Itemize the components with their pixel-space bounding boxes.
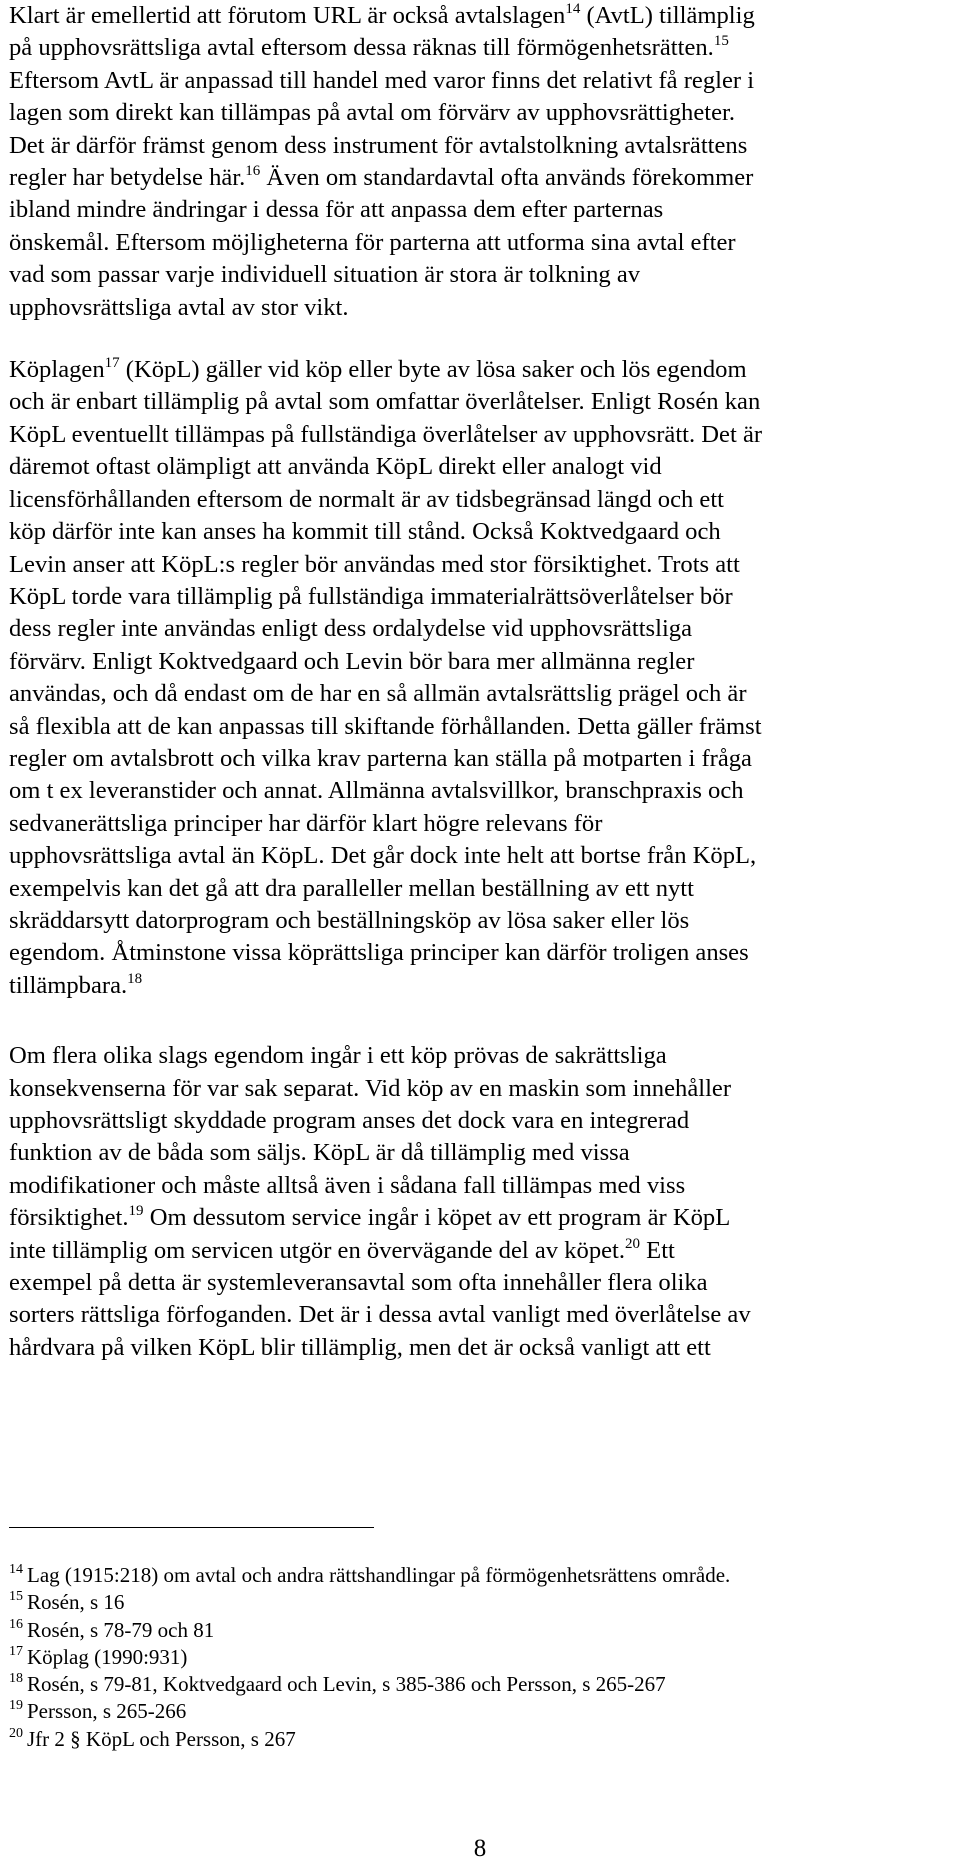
- line-text: licensförhållanden eftersom de normalt är av tidsbegränsad längd och ett: [9, 485, 725, 513]
- line-text: exempel på detta är systemleveransavtal som ofta innehåller flera olika: [9, 1269, 708, 1297]
- text-line: [9, 516, 949, 548]
- line-text: däremot oftast olämpligt att använda KöpL direkt eller analogt vid: [9, 453, 662, 481]
- text-line: [9, 613, 949, 645]
- line-text: Levin anser att KöpL:s regler bör användas med stor försiktighet. Trots att: [9, 550, 740, 578]
- footnote-number: 16: [9, 1616, 23, 1632]
- footnote: [9, 1589, 949, 1616]
- text-line: [9, 1267, 949, 1299]
- line-text: hårdvara på vilken KöpL blir tillämplig, men det är också vanligt att ett: [9, 1333, 711, 1361]
- line-text: Klart är emellertid att förutom URL är också avtalslagen: [9, 2, 566, 29]
- footnotes: [9, 1562, 949, 1753]
- line-text: förvärv. Enligt Koktvedgaard och Levin bör bara mer allmänna regler: [9, 647, 695, 675]
- footnote-number: 19: [9, 1698, 23, 1714]
- text-line: [9, 65, 949, 97]
- text-line: [9, 259, 949, 291]
- footnote: [9, 1671, 949, 1698]
- footnote-text: Rosén, s 16: [27, 1590, 125, 1615]
- footnote-text: Rosén, s 78-79 och 81: [27, 1617, 215, 1642]
- text-line: [9, 1040, 949, 1072]
- line-text: KöpL torde vara tillämplig på fullständiga immaterialrättsöverlåtelser bör: [9, 582, 733, 610]
- text-line: [9, 162, 949, 194]
- line-text: sorters rättsliga förfoganden. Det är i dessa avtal vanligt med överlåtelse av: [9, 1301, 751, 1329]
- line-text: köp därför inte kan anses ha kommit till stånd. Också Koktvedgaard och: [9, 518, 721, 546]
- line-text: om t ex leveranstider och annat. Allmänna avtalsvillkor, branschpraxis och: [9, 777, 744, 805]
- page-number: 8: [473, 1835, 487, 1862]
- footnote-reference: 18: [127, 970, 143, 987]
- text-line: [9, 354, 949, 386]
- line-text: vad som passar varje individuell situation är stora är tolkning av: [9, 261, 641, 289]
- text-line: [9, 1202, 949, 1234]
- footnote-text: Persson, s 265-266: [27, 1699, 187, 1724]
- text-line: [9, 1137, 949, 1169]
- line-text: och är enbart tillämplig på avtal som omfattar överlåtelser. Enligt Rosén kan: [9, 388, 761, 416]
- text-line: [9, 1235, 949, 1267]
- line-text: på upphovsrättsliga avtal eftersom dessa räknas till förmögenhetsrätten.: [9, 34, 714, 62]
- body-text: [9, 0, 949, 1364]
- line-text: upphovsrättsliga avtal av stor vikt.: [9, 293, 349, 321]
- line-text: sedvanerättsliga principer har därför klart högre relevans för: [9, 809, 603, 837]
- text-line: [9, 808, 949, 840]
- footnote-separator: [9, 1527, 374, 1528]
- footnote-number: 17: [9, 1643, 23, 1659]
- text-line: [9, 678, 949, 710]
- paragraph: [9, 0, 949, 324]
- text-line: [9, 775, 949, 807]
- text-line: [9, 581, 949, 613]
- footnote-text: Köplag (1990:931): [27, 1644, 188, 1669]
- text-line: [9, 937, 949, 969]
- text-line: [9, 1332, 949, 1364]
- text-line: [9, 32, 949, 64]
- line-text: (AvtL) tillämplig: [580, 2, 755, 29]
- line-text: försiktighet.: [9, 1204, 129, 1232]
- line-text: regler har betydelse här.: [9, 164, 246, 192]
- footnote-text: Lag (1915:218) om avtal och andra rättshandlingar på förmögenhetsrättens område.: [27, 1563, 731, 1587]
- line-text: konsekvenserna för var sak separat. Vid köp av en maskin som innehåller: [9, 1074, 732, 1102]
- text-line: [9, 711, 949, 743]
- line-text: egendom. Åtminstone vissa köprättsliga principer kan därför troligen anses: [9, 939, 749, 967]
- text-line: [9, 905, 949, 937]
- line-text: Köplagen: [9, 356, 105, 384]
- footnote-reference: 14: [565, 1, 581, 17]
- text-line: [9, 840, 949, 872]
- line-text: KöpL eventuellt tillämpas på fullständiga överlåtelser av upphovsrätt. Det är: [9, 420, 763, 448]
- footnote: [9, 1562, 949, 1589]
- line-text: upphovsrättsligt skyddade program anses det dock vara en integrerad: [9, 1107, 690, 1134]
- line-text: Om flera olika slags egendom ingår i ett köp prövas de sakrättsliga: [9, 1042, 667, 1070]
- footnote-reference: 19: [128, 1203, 144, 1220]
- line-text: funktion av de båda som säljs. KöpL är då tillämplig med vissa: [9, 1139, 630, 1167]
- text-line: [9, 0, 949, 32]
- line-text: ibland mindre ändringar i dessa för att anpassa dem efter parternas: [9, 196, 664, 224]
- paragraph: [9, 1040, 949, 1364]
- line-text: regler om avtalsbrott och vilka krav parterna kan ställa på motparten i fråga: [9, 744, 752, 772]
- line-text: så flexibla att de kan anpassas till skiftande förhållanden. Detta gäller främst: [9, 712, 762, 740]
- line-text: Eftersom AvtL är anpassad till handel med varor finns det relativt få regler i: [9, 66, 755, 94]
- line-text: inte tillämplig om servicen utgör en övervägande del av köpet.: [9, 1236, 626, 1264]
- text-line: [9, 743, 949, 775]
- text-line: [9, 292, 949, 324]
- line-text: Om dessutom service ingår i köpet av ett program är KöpL: [143, 1204, 731, 1232]
- text-line: [9, 646, 949, 678]
- line-text: önskemål. Eftersom möjligheterna för parterna att utforma sina avtal efter: [9, 228, 736, 256]
- line-text: skräddarsytt datorprogram och beställningsköp av lösa saker eller lös: [9, 906, 690, 934]
- line-text: Även om standardavtal ofta används förekommer: [260, 164, 754, 192]
- footnote-text: Rosén, s 79-81, Koktvedgaard och Levin, s 385-386 och Persson, s 265-267: [27, 1672, 666, 1697]
- line-text: modifikationer och måste alltså även i sådana fall tillämpas med viss: [9, 1171, 686, 1199]
- footnote-number: 18: [9, 1671, 23, 1687]
- footnote: [9, 1617, 949, 1644]
- text-line: [9, 484, 949, 516]
- footnote: [9, 1698, 949, 1725]
- text-line: [9, 1073, 949, 1105]
- footnote-reference: 16: [245, 163, 261, 180]
- text-line: [9, 227, 949, 259]
- line-text: dess regler inte användas enligt dess ordalydelse vid upphovsrättsliga: [9, 615, 692, 643]
- footnote: [9, 1644, 949, 1671]
- paragraph: [9, 354, 949, 1002]
- text-line: [9, 1170, 949, 1202]
- line-text: tillämpbara.: [9, 971, 128, 999]
- text-line: [9, 1299, 949, 1331]
- line-text: (KöpL) gäller vid köp eller byte av lösa saker och lös egendom: [119, 356, 747, 384]
- text-line: [9, 386, 949, 418]
- text-line: [9, 194, 949, 226]
- text-line: [9, 970, 949, 1002]
- footnote-reference: 20: [625, 1235, 641, 1252]
- line-text: Ett: [640, 1236, 675, 1264]
- text-line: [9, 130, 949, 162]
- line-text: lagen som direkt kan tillämpas på avtal om förvärv av upphovsrättigheter.: [9, 99, 735, 127]
- footnote-reference: 17: [104, 355, 120, 372]
- line-text: exempelvis kan det gå att dra paralleller mellan beställning av ett nytt: [9, 874, 694, 902]
- text-line: [9, 549, 949, 581]
- text-line: [9, 419, 949, 451]
- text-line: [9, 1105, 949, 1137]
- footnote-text: Jfr 2 § KöpL och Persson, s 267: [27, 1726, 296, 1751]
- line-text: användas, och då endast om de har en så allmän avtalsrättslig prägel och är: [9, 680, 747, 708]
- line-text: upphovsrättsliga avtal än KöpL. Det går dock inte helt att bortse från KöpL,: [9, 842, 757, 870]
- text-line: [9, 97, 949, 129]
- footnote-number: 14: [9, 1562, 23, 1577]
- line-text: Det är därför främst genom dess instrument för avtalstolkning avtalsrättens: [9, 131, 748, 159]
- footnote-reference: 15: [713, 33, 729, 50]
- footnote: [9, 1726, 949, 1753]
- text-line: [9, 451, 949, 483]
- text-line: [9, 873, 949, 905]
- footnote-number: 20: [9, 1725, 23, 1741]
- footnote-number: 15: [9, 1589, 23, 1605]
